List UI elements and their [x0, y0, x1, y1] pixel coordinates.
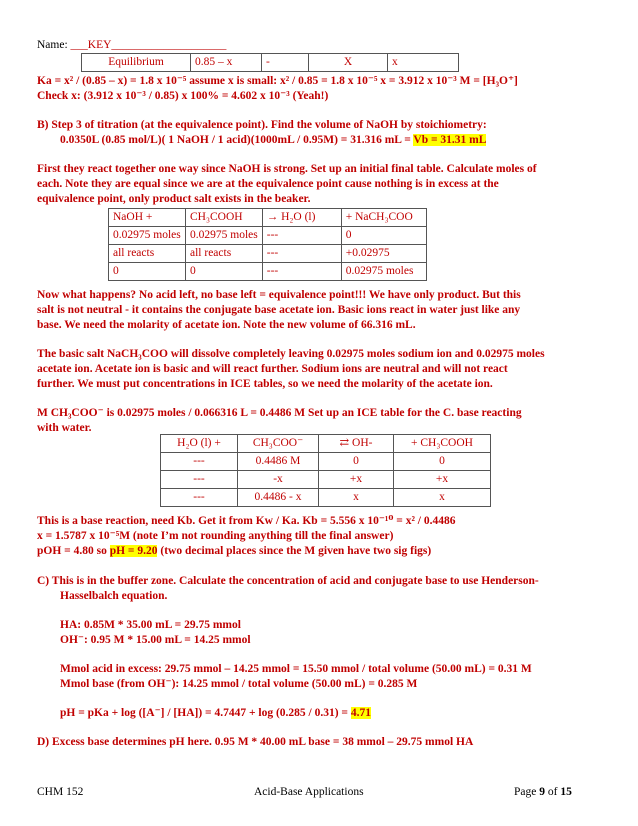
part-b-calc: 0.0350L (0.85 mol/L)( 1 NaOH / 1 acid)(1000mL / 0.95M) = 31.316 mL = Vb = 31.31 mL	[60, 134, 487, 146]
table-cell: → H₂O (l)	[262, 209, 341, 227]
footer-page-number: Page 9 of 15	[514, 786, 572, 798]
footer-course: CHM 152	[37, 786, 84, 798]
equilibrium-row-table	[81, 53, 459, 72]
table-cell: +x	[319, 471, 394, 489]
table-cell: ---	[262, 245, 341, 263]
ha-line: HA: 0.85M * 35.00 mL = 29.75 mmol	[60, 619, 241, 631]
hh-line: pH = pKa + log ([A⁻] / [HA]) = 4.7447 + log (0.285 / 0.31) = 4.71	[60, 707, 371, 719]
table-cell: +0.02975	[341, 245, 426, 263]
table-cell: +x	[394, 471, 491, 489]
ice-table	[160, 434, 491, 507]
table-cell: NaOH +	[109, 209, 186, 227]
table-cell: x	[319, 489, 394, 507]
paragraph-line: Now what happens? No acid left, no base left = equivalence point!!! We have only product. But this	[37, 289, 521, 301]
paragraph-line: further. We must put concentrations in ICE tables, so we need the molarity of the acetate ion.	[37, 378, 493, 390]
table-cell: 0.4486 - x	[238, 489, 319, 507]
table-cell: 0	[341, 227, 426, 245]
eq-cell: x	[388, 54, 459, 72]
table-cell: all reacts	[186, 245, 263, 263]
kb-line: This is a base reaction, need Kb. Get it from Kw / Ka. Kb = 5.556 x 10⁻¹⁰ = x² / 0.4486	[37, 515, 456, 527]
table-cell: H₂O (l) +	[161, 435, 238, 453]
paragraph-line: acetate ion. Acetate ion is basic and will react further. Sodium ions are neutral and will not react	[37, 363, 508, 375]
eq-cell: Equilibrium	[82, 54, 191, 72]
table-cell: ---	[262, 227, 341, 245]
table-cell: 0.02975 moles	[341, 263, 426, 281]
x-line: x = 1.5787 x 10⁻⁵M (note I’m not rounding anything till the final answer)	[37, 530, 394, 542]
table-cell: 0.02975 moles	[109, 227, 186, 245]
table-cell: 0	[109, 263, 186, 281]
table-cell: + NaCH₃COO	[341, 209, 426, 227]
paragraph-line: M CH₃COO⁻ is 0.02975 moles / 0.066316 L = 0.4486 M Set up an ICE table for the C. base reacting	[37, 407, 522, 419]
table-cell: CH₃COO⁻	[238, 435, 319, 453]
table-cell: ---	[161, 489, 238, 507]
table-cell: 0.4486 M	[238, 453, 319, 471]
table-cell: all reacts	[109, 245, 186, 263]
table-cell: 0	[394, 453, 491, 471]
paragraph-line: First they react together one way since NaOH is strong. Set up an initial final table. Calculate moles of	[37, 163, 537, 175]
paragraph-line: equivalence point, only product salt exists in the beaker.	[37, 193, 311, 205]
name-value: ___KEY____________________	[70, 39, 227, 51]
table-cell: 0.02975 moles	[186, 227, 263, 245]
poh-line: pOH = 4.80 so pH = 9.20 (two decimal places since the M given have two sig figs)	[37, 545, 432, 557]
table-cell: ---	[161, 453, 238, 471]
footer-title: Acid-Base Applications	[254, 786, 364, 798]
paragraph-line: base. We need the molarity of acetate ion. Note the new volume of 66.316 mL.	[37, 319, 416, 331]
part-c-heading-cont: Hasselbalch equation.	[60, 590, 168, 602]
check-line: Check x: (3.912 x 10⁻³ / 0.85) x 100% = 4.602 x 10⁻³ (Yeah!)	[37, 90, 329, 102]
table-cell: 0	[319, 453, 394, 471]
table-cell: x	[394, 489, 491, 507]
table-cell: CH₃COOH	[186, 209, 263, 227]
table-cell: + CH₃COOH	[394, 435, 491, 453]
eq-cell: 0.85 – x	[191, 54, 262, 72]
table-cell: -x	[238, 471, 319, 489]
mmol-acid-line: Mmol acid in excess: 29.75 mmol – 14.25 mmol = 15.50 mmol / total volume (50.00 mL) = 0.31 M	[60, 663, 532, 675]
paragraph-line: The basic salt NaCH₃COO will dissolve completely leaving 0.02975 moles sodium ion and 0.02975 moles	[37, 348, 545, 360]
table-cell: 0	[186, 263, 263, 281]
eq-cell: X	[309, 54, 388, 72]
mmol-base-line: Mmol base (from OH⁻): 14.25 mmol / total volume (50.00 mL) = 0.285 M	[60, 678, 418, 690]
table-cell: ⇄ OH-	[319, 435, 394, 453]
part-d-heading: D) Excess base determines pH here. 0.95 M * 40.00 mL base = 38 mmol – 29.75 mmol HA	[37, 736, 474, 748]
part-c-heading: C) This is in the buffer zone. Calculate the concentration of acid and conjugate base to use Henderson-	[37, 575, 539, 587]
paragraph-line: with water.	[37, 422, 92, 434]
paragraph-line: salt is not neutral - it contains the conjugate base acetate ion. Basic ions react in water just like any	[37, 304, 521, 316]
table-cell: ---	[161, 471, 238, 489]
name-line: Name: ___KEY____________________	[37, 39, 227, 51]
oh-line: OH⁻: 0.95 M * 15.00 mL = 14.25 mmol	[60, 634, 251, 646]
ph-c-answer: 4.71	[350, 707, 371, 719]
eq-cell: -	[262, 54, 309, 72]
ka-line: Ka = x² / (0.85 – x) = 1.8 x 10⁻⁵ assume x is small: x² / 0.85 = 1.8 x 10⁻⁵ x = 3.912 x 10⁻³ M = [H₃O⁺]	[37, 75, 518, 87]
table-cell: ---	[262, 263, 341, 281]
paragraph-line: each. Note they are equal since we are at the equivalence point cause nothing is in excess at the	[37, 178, 499, 190]
ph-answer: pH = 9.20	[109, 545, 158, 557]
reaction-table	[108, 208, 427, 281]
part-b-heading: B) Step 3 of titration (at the equivalence point). Find the volume of NaOH by stoichiometry:	[37, 119, 487, 131]
part-b-answer: Vb = 31.31 mL	[413, 134, 487, 146]
